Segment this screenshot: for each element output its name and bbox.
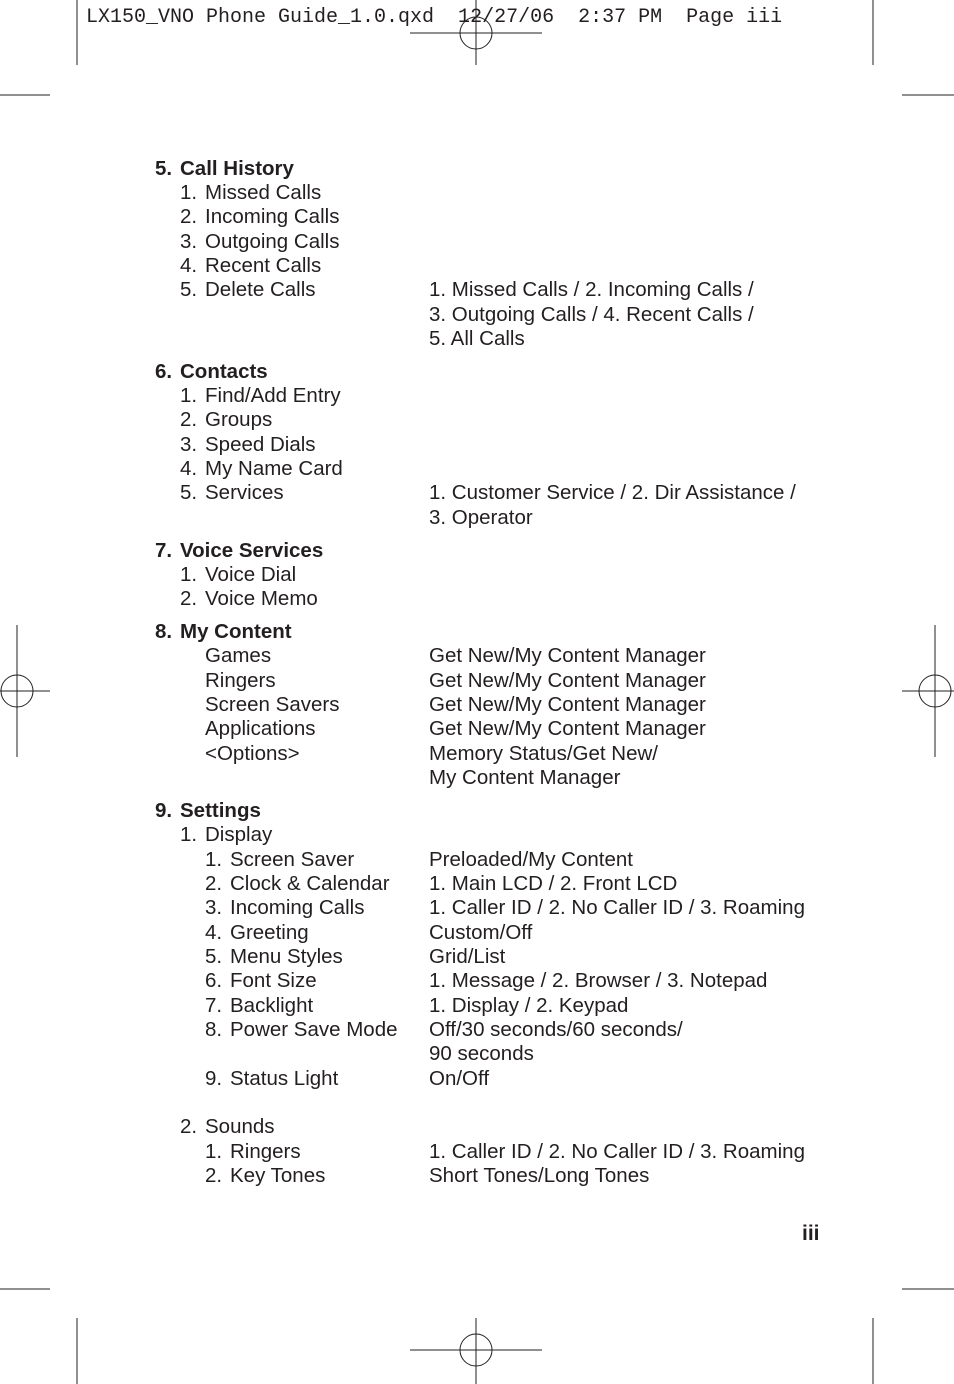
menu-item-label: Sounds [205, 1115, 275, 1138]
menu-item-options: 1. Main LCD / 2. Front LCD [429, 872, 678, 895]
menu-item [180, 587, 318, 611]
menu-item-label: Key Tones [230, 1164, 326, 1187]
menu-item-label: Voice Memo [205, 587, 318, 610]
menu-item-label: Contacts [180, 360, 268, 383]
menu-item-label: Ringers [205, 669, 276, 692]
menu-item-options: Get New/My Content Manager [429, 644, 706, 667]
menu-item-label: Incoming Calls [230, 896, 365, 919]
menu-item-label: Display [205, 823, 273, 846]
menu-item [180, 433, 316, 457]
menu-item-label: Greeting [230, 921, 309, 944]
menu-item-number: 1. [205, 1140, 223, 1163]
menu-item-label: Font Size [230, 969, 317, 992]
menu-item [205, 921, 309, 945]
menu-item-options: 1. Display / 2. Keypad [429, 994, 629, 1017]
menu-item-number: 2. [205, 1164, 223, 1187]
menu-item-number: 2. [180, 587, 198, 610]
menu-item-label: Speed Dials [205, 433, 316, 456]
menu-heading [155, 799, 261, 823]
menu-item-label: Power Save Mode [230, 1018, 398, 1041]
menu-item-label: Clock & Calendar [230, 872, 390, 895]
menu-item-options: Preloaded/My Content [429, 848, 633, 871]
menu-item-number: 4. [205, 921, 223, 944]
menu-item [180, 384, 341, 408]
menu-item-options: 1. Message / 2. Browser / 3. Notepad [429, 969, 768, 992]
menu-heading [155, 620, 292, 644]
menu-item [180, 457, 343, 481]
menu-item-options: 3. Operator [429, 506, 533, 529]
menu-item-options: 1. Caller ID / 2. No Caller ID / 3. Roaming [429, 1140, 805, 1163]
menu-item-number: 7. [155, 539, 173, 562]
menu-item-label: Groups [205, 408, 273, 431]
menu-item-number: 9. [155, 799, 173, 822]
menu-item [180, 205, 339, 229]
menu-item-number: 1. [205, 848, 223, 871]
menu-heading [155, 539, 323, 563]
menu-item-options: Get New/My Content Manager [429, 669, 706, 692]
menu-item-label: <Options> [205, 742, 300, 765]
menu-item-number: 8. [155, 620, 173, 643]
menu-item-label: Applications [205, 717, 316, 740]
menu-item [180, 1115, 275, 1139]
menu-item-label: Call History [180, 157, 294, 180]
menu-item [180, 278, 316, 302]
menu-item-label: Menu Styles [230, 945, 343, 968]
menu-item-number: 1. [180, 563, 198, 586]
menu-item [180, 823, 272, 847]
menu-item-options: 1. Caller ID / 2. No Caller ID / 3. Roaming [429, 896, 805, 919]
menu-item-label: Missed Calls [205, 181, 322, 204]
menu-item-number: 4. [180, 254, 198, 277]
menu-item-label: Outgoing Calls [205, 230, 340, 253]
menu-item-options: 1. Missed Calls / 2. Incoming Calls / [429, 278, 754, 301]
menu-item-number: 3. [205, 896, 223, 919]
menu-item-number: 1. [180, 823, 198, 846]
menu-item-number: 2. [180, 408, 198, 431]
menu-item-number: 5. [180, 278, 198, 301]
menu-item-label: Settings [180, 799, 261, 822]
menu-item-options: 90 seconds [429, 1042, 534, 1065]
menu-item [205, 872, 390, 896]
menu-item [180, 181, 321, 205]
menu-item [205, 945, 343, 969]
menu-item-options: Grid/List [429, 945, 506, 968]
page-number: iii [802, 1222, 820, 1245]
menu-item-options: Off/30 seconds/60 seconds/ [429, 1018, 683, 1041]
menu-item [205, 1067, 338, 1091]
menu-item-number: 9. [205, 1067, 223, 1090]
menu-item-label: Ringers [230, 1140, 301, 1163]
menu-item-number: 2. [205, 872, 223, 895]
menu-item [205, 644, 271, 668]
menu-item-number: 5. [205, 945, 223, 968]
menu-item [205, 896, 364, 920]
menu-item-number: 2. [180, 1115, 198, 1138]
menu-item [180, 481, 284, 505]
menu-item [205, 1018, 398, 1042]
menu-item [205, 669, 276, 693]
menu-item-number: 6. [155, 360, 173, 383]
menu-item-options: Get New/My Content Manager [429, 717, 706, 740]
menu-item-number: 3. [180, 230, 198, 253]
menu-item [180, 408, 272, 432]
menu-item-label: Voice Dial [205, 563, 297, 586]
menu-item [205, 1164, 325, 1188]
menu-item-label: Screen Savers [205, 693, 340, 716]
menu-item [180, 254, 321, 278]
menu-item-number: 1. [180, 181, 198, 204]
menu-item-label: Delete Calls [205, 278, 316, 301]
menu-item [205, 742, 300, 766]
menu-item [205, 994, 313, 1018]
menu-item [205, 717, 316, 741]
menu-item-options: 1. Customer Service / 2. Dir Assistance / [429, 481, 796, 504]
menu-item-label: Recent Calls [205, 254, 322, 277]
menu-item-options: Short Tones/Long Tones [429, 1164, 650, 1187]
menu-item-label: Games [205, 644, 272, 667]
menu-item [205, 848, 354, 872]
menu-item-label: Screen Saver [230, 848, 355, 871]
menu-item-options: 5. All Calls [429, 327, 525, 350]
menu-item-number: 4. [180, 457, 198, 480]
menu-item-label: Voice Services [180, 539, 324, 562]
menu-item-number: 5. [155, 157, 173, 180]
menu-item-label: Services [205, 481, 284, 504]
menu-item-number: 3. [180, 433, 198, 456]
menu-item-options: Get New/My Content Manager [429, 693, 706, 716]
menu-item-label: My Name Card [205, 457, 343, 480]
menu-item [180, 230, 339, 254]
menu-item-label: Status Light [230, 1067, 339, 1090]
menu-item [180, 563, 296, 587]
menu-item [205, 969, 317, 993]
menu-item-number: 7. [205, 994, 223, 1017]
menu-item-options: Memory Status/Get New/ [429, 742, 658, 765]
menu-item [205, 693, 339, 717]
menu-item-options: Custom/Off [429, 921, 533, 944]
menu-item-options: 3. Outgoing Calls / 4. Recent Calls / [429, 303, 754, 326]
menu-item-number: 2. [180, 205, 198, 228]
menu-item-options: On/Off [429, 1067, 490, 1090]
menu-heading [155, 157, 294, 181]
menu-item-options: My Content Manager [429, 766, 621, 789]
menu-item-label: Incoming Calls [205, 205, 340, 228]
menu-item-label: Find/Add Entry [205, 384, 341, 407]
menu-heading [155, 360, 268, 384]
menu-item [205, 1140, 301, 1164]
menu-item-number: 6. [205, 969, 223, 992]
menu-item-number: 5. [180, 481, 198, 504]
menu-item-number: 8. [205, 1018, 223, 1041]
print-slug: LX150_VNO Phone Guide_1.0.qxd 12/27/06 2:37 PM Page iii [86, 6, 783, 29]
menu-item-label: My Content [180, 620, 292, 643]
menu-item-label: Backlight [230, 994, 314, 1017]
menu-item-number: 1. [180, 384, 198, 407]
